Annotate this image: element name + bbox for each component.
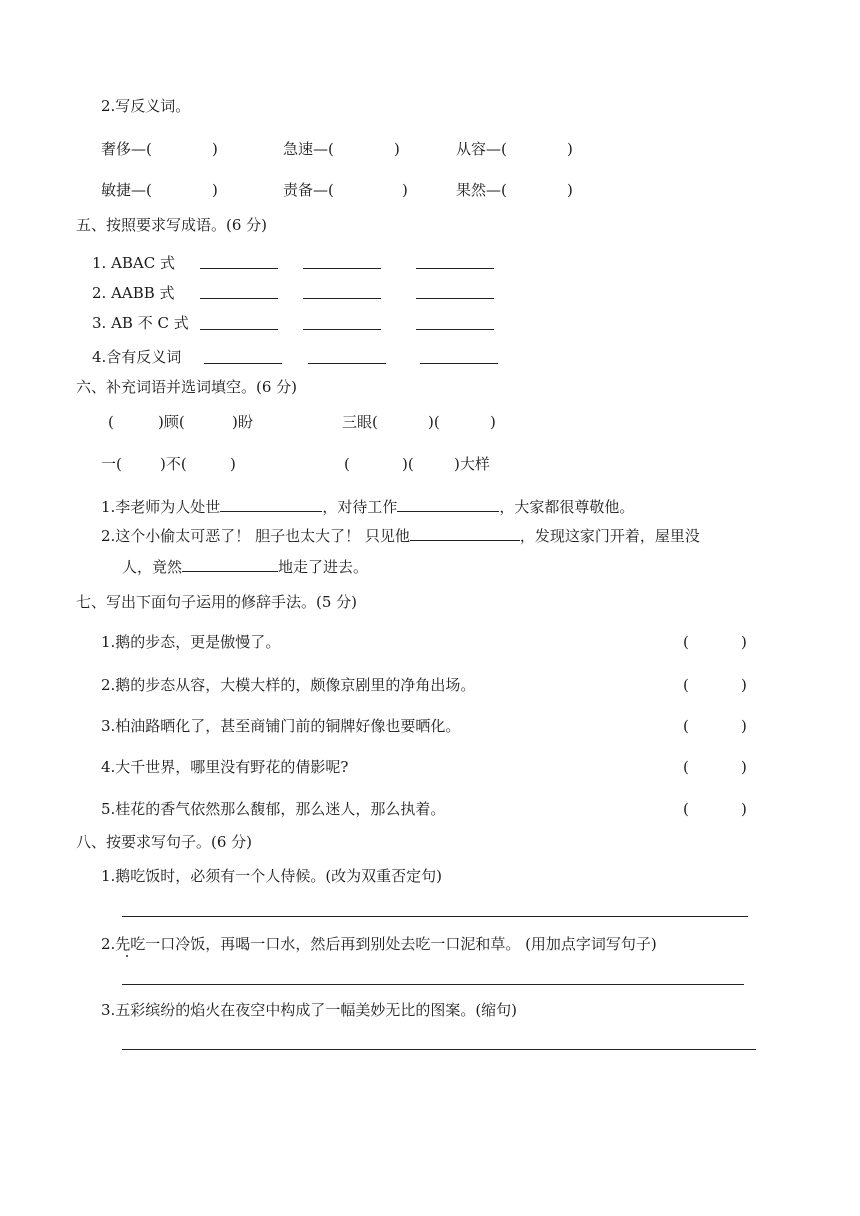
- rewrite-item-3: 3.五彩缤纷的焰火在夜空中构成了一幅美妙无比的图案。(缩句): [101, 1001, 518, 1019]
- word-fill-part: 三眼(: [342, 413, 378, 431]
- answer-blank[interactable]: [200, 329, 278, 330]
- sentence-part: 人，竟然: [122, 558, 183, 576]
- section-2-title: 2.写反义词。: [101, 97, 191, 115]
- word-fill-part: )(: [402, 455, 414, 473]
- paren-close: ): [741, 758, 747, 776]
- word-fill-part: 一(: [101, 455, 122, 473]
- sentence-part: ，大家都很尊敬他。: [499, 498, 635, 516]
- rhetoric-item-3: 3.柏油路晒化了，甚至商铺门前的铜牌好像也要晒化。: [101, 717, 461, 735]
- section-7-title: 七、写出下面句子运用的修辞手法。(5 分): [76, 593, 358, 611]
- rhetoric-item-1: 1.鹅的步态，更是傲慢了。: [101, 633, 281, 651]
- paren-open: (: [683, 633, 689, 651]
- answer-blank[interactable]: [204, 363, 282, 364]
- answer-blank[interactable]: [410, 526, 520, 541]
- word-fill-part: )顾(: [158, 413, 185, 431]
- sentence-part: ，对待工作: [322, 498, 398, 516]
- idiom-type-4: 4.含有反义词: [92, 348, 182, 366]
- paren-close: ): [741, 800, 747, 818]
- rhetoric-item-5: 5.桂花的香气依然那么馥郁，那么迷人，那么执着。: [101, 800, 446, 818]
- answer-blank[interactable]: [416, 268, 494, 269]
- idiom-type-2: 2. AABB 式: [92, 284, 175, 302]
- paren-close: ): [402, 181, 408, 199]
- antonym-1: 奢侈—(: [101, 140, 152, 158]
- fill-sentence-2: [101, 526, 700, 546]
- paren-close: ): [741, 633, 747, 651]
- answer-blank[interactable]: [303, 268, 381, 269]
- answer-blank[interactable]: [220, 497, 322, 512]
- idiom-type-3: 3. AB 不 C 式: [92, 314, 189, 332]
- fill-sentence-2-cont: [122, 557, 368, 577]
- paren-close: ): [212, 181, 218, 199]
- paren-close: ): [394, 140, 400, 158]
- paren-open: (: [683, 717, 689, 735]
- answer-blank[interactable]: [200, 298, 278, 299]
- answer-blank[interactable]: [182, 557, 278, 572]
- answer-blank[interactable]: [308, 363, 386, 364]
- paren-close: ): [741, 717, 747, 735]
- sentence-part: ，发现这家门开着，屋里没: [519, 527, 700, 545]
- emphasis-dot: [126, 955, 128, 957]
- sentence-part: 1.李老师为人处世: [101, 498, 221, 516]
- paren-close: ): [567, 140, 573, 158]
- sentence-part: 地走了进去。: [278, 558, 369, 576]
- word-fill-part: )盼: [232, 413, 253, 431]
- antonym-2: 急速—(: [283, 140, 334, 158]
- answer-line[interactable]: [122, 984, 744, 985]
- paren-close: ): [567, 181, 573, 199]
- answer-blank[interactable]: [303, 329, 381, 330]
- antonym-3: 从容—(: [456, 140, 507, 158]
- word-fill-part: )大样: [454, 455, 490, 473]
- answer-blank[interactable]: [397, 497, 499, 512]
- word-fill-part: )不(: [160, 455, 187, 473]
- section-8-title: 八、按要求写句子。(6 分): [76, 833, 253, 851]
- answer-line[interactable]: [122, 1049, 756, 1050]
- section-6-title: 六、补充词语并选词填空。(6 分): [76, 378, 298, 396]
- sentence-part: 2.这个小偷太可恶了！ 胆子也太大了！ 只见他: [101, 527, 410, 545]
- answer-blank[interactable]: [303, 298, 381, 299]
- answer-blank[interactable]: [416, 298, 494, 299]
- paren-open: (: [683, 676, 689, 694]
- antonym-6: 果然—(: [456, 181, 507, 199]
- word-fill-part: (: [344, 455, 350, 473]
- antonym-5: 责备—(: [283, 181, 334, 199]
- paren-close: ): [212, 140, 218, 158]
- paren-open: (: [683, 800, 689, 818]
- answer-blank[interactable]: [200, 268, 278, 269]
- word-fill-paren: (: [108, 413, 114, 431]
- rewrite-item-2: 2.先吃一口冷饭，再喝一口水，然后再到别处去吃一口泥和草。 (用加点字词写句子): [101, 935, 657, 953]
- rhetoric-item-2: 2.鹅的步态从容，大模大样的，颇像京剧里的净角出场。: [101, 676, 476, 694]
- word-fill-part: ): [490, 413, 496, 431]
- antonym-4: 敏捷—(: [101, 181, 152, 199]
- word-fill-part: )(: [428, 413, 440, 431]
- answer-blank[interactable]: [416, 329, 494, 330]
- paren-open: (: [683, 758, 689, 776]
- rhetoric-item-4: 4.大千世界，哪里没有野花的倩影呢?: [101, 758, 349, 776]
- idiom-type-1: 1. ABAC 式: [92, 254, 176, 272]
- rewrite-item-1: 1.鹅吃饭时，必须有一个人侍候。(改为双重否定句): [101, 867, 443, 885]
- answer-line[interactable]: [122, 916, 748, 917]
- paren-close: ): [741, 676, 747, 694]
- fill-sentence-1: [101, 497, 634, 517]
- section-5-title: 五、按照要求写成语。(6 分): [76, 216, 268, 234]
- answer-blank[interactable]: [420, 363, 498, 364]
- word-fill-part: ): [230, 455, 236, 473]
